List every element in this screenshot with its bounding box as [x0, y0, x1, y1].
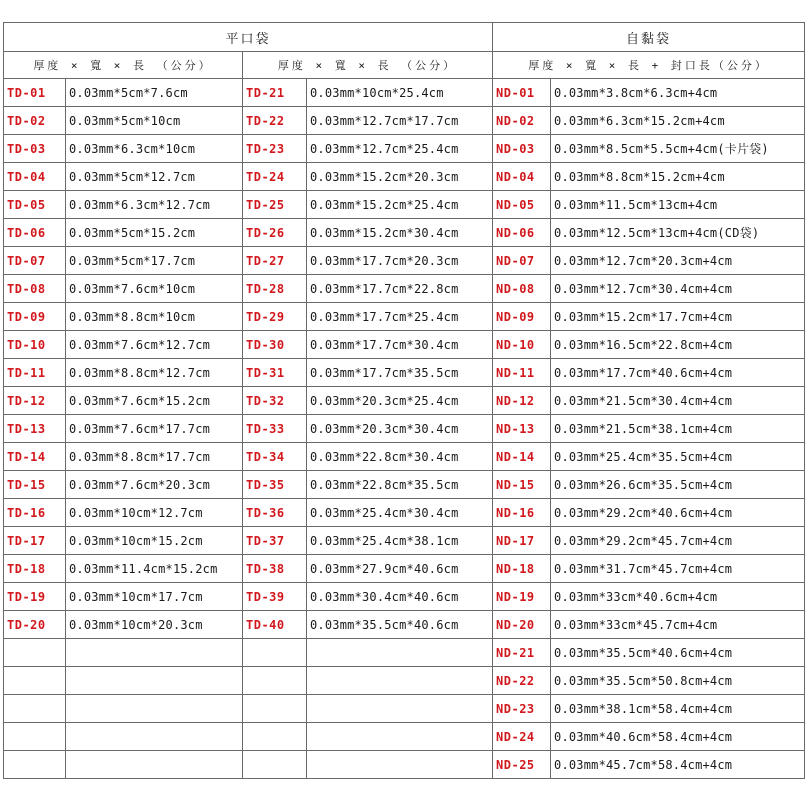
- flat-right-code-cell: TD-37: [243, 527, 307, 555]
- flat-left-spec-cell: 0.03mm*10cm*12.7cm: [66, 499, 243, 527]
- table-row: [4, 303, 805, 331]
- flat-left-spec-cell: 0.03mm*7.6cm*15.2cm: [66, 387, 243, 415]
- table-row: [4, 723, 805, 751]
- flat-left-code-cell: TD-20: [4, 611, 66, 639]
- zip-code-cell: ND-22: [493, 667, 551, 695]
- zip-spec-cell: 0.03mm*11.5cm*13cm+4cm: [551, 191, 805, 219]
- flat-right-spec-cell: 0.03mm*35.5cm*40.6cm: [307, 611, 493, 639]
- flat-left-spec-cell: 0.03mm*5cm*15.2cm: [66, 219, 243, 247]
- flat-left-code-cell: TD-13: [4, 415, 66, 443]
- flat-left-empty-spec-cell: [66, 695, 243, 723]
- table-row: [4, 555, 805, 583]
- flat-right-spec-cell: 0.03mm*25.4cm*30.4cm: [307, 499, 493, 527]
- flat-right-code-cell: TD-24: [243, 163, 307, 191]
- flat-left-code-cell: TD-06: [4, 219, 66, 247]
- flat-right-code-cell: TD-26: [243, 219, 307, 247]
- zip-spec-cell: 0.03mm*16.5cm*22.8cm+4cm: [551, 331, 805, 359]
- flat-right-spec-cell: 0.03mm*12.7cm*25.4cm: [307, 135, 493, 163]
- section-title-row: [4, 23, 805, 52]
- flat-left-spec-cell: 0.03mm*11.4cm*15.2cm: [66, 555, 243, 583]
- flat-bag-title: 平口袋: [4, 23, 493, 52]
- flat-left-empty-code-cell: [4, 723, 66, 751]
- flat-right-spec-cell: 0.03mm*12.7cm*17.7cm: [307, 107, 493, 135]
- table-row: [4, 79, 805, 107]
- flat-right-spec-cell: 0.03mm*15.2cm*20.3cm: [307, 163, 493, 191]
- flat-left-empty-code-cell: [4, 639, 66, 667]
- flat-left-code-cell: TD-05: [4, 191, 66, 219]
- flat-right-spec-cell: 0.03mm*17.7cm*25.4cm: [307, 303, 493, 331]
- flat-left-spec-cell: 0.03mm*8.8cm*17.7cm: [66, 443, 243, 471]
- flat-left-code-cell: TD-12: [4, 387, 66, 415]
- flat-right-code-cell: TD-35: [243, 471, 307, 499]
- zip-code-cell: ND-20: [493, 611, 551, 639]
- flat-right-empty-spec-cell: [307, 723, 493, 751]
- zip-spec-cell: 0.03mm*21.5cm*38.1cm+4cm: [551, 415, 805, 443]
- zip-spec-cell: 0.03mm*29.2cm*45.7cm+4cm: [551, 527, 805, 555]
- zip-code-cell: ND-12: [493, 387, 551, 415]
- flat-left-spec-cell: 0.03mm*10cm*20.3cm: [66, 611, 243, 639]
- flat-right-code-cell: TD-39: [243, 583, 307, 611]
- zip-code-cell: ND-06: [493, 219, 551, 247]
- flat-right-code-cell: TD-32: [243, 387, 307, 415]
- flat-right-spec-cell: 0.03mm*22.8cm*35.5cm: [307, 471, 493, 499]
- flat-left-spec-cell: 0.03mm*5cm*7.6cm: [66, 79, 243, 107]
- flat-left-empty-spec-cell: [66, 667, 243, 695]
- flat-right-code-cell: TD-29: [243, 303, 307, 331]
- table-row: [4, 583, 805, 611]
- flat-right-spec-cell: 0.03mm*22.8cm*30.4cm: [307, 443, 493, 471]
- table-row: [4, 695, 805, 723]
- flat-left-column-header: 厚度 × 寬 × 長 （公分）: [4, 52, 243, 79]
- table-row: [4, 611, 805, 639]
- flat-left-spec-cell: 0.03mm*5cm*17.7cm: [66, 247, 243, 275]
- zip-code-cell: ND-25: [493, 751, 551, 779]
- flat-right-code-cell: TD-34: [243, 443, 307, 471]
- zip-code-cell: ND-03: [493, 135, 551, 163]
- flat-left-code-cell: TD-01: [4, 79, 66, 107]
- zip-spec-cell: 0.03mm*17.7cm*40.6cm+4cm: [551, 359, 805, 387]
- table-row: [4, 499, 805, 527]
- zip-code-cell: ND-19: [493, 583, 551, 611]
- flat-left-spec-cell: 0.03mm*8.8cm*12.7cm: [66, 359, 243, 387]
- table-body: [4, 23, 805, 779]
- zip-spec-cell: 0.03mm*26.6cm*35.5cm+4cm: [551, 471, 805, 499]
- zip-code-cell: ND-05: [493, 191, 551, 219]
- zip-spec-cell: 0.03mm*12.7cm*20.3cm+4cm: [551, 247, 805, 275]
- flat-right-empty-code-cell: [243, 723, 307, 751]
- flat-left-empty-spec-cell: [66, 751, 243, 779]
- flat-right-spec-cell: 0.03mm*17.7cm*30.4cm: [307, 331, 493, 359]
- zip-code-cell: ND-07: [493, 247, 551, 275]
- flat-left-spec-cell: 0.03mm*6.3cm*12.7cm: [66, 191, 243, 219]
- zip-code-cell: ND-09: [493, 303, 551, 331]
- flat-left-spec-cell: 0.03mm*7.6cm*12.7cm: [66, 331, 243, 359]
- flat-right-spec-cell: 0.03mm*17.7cm*22.8cm: [307, 275, 493, 303]
- flat-right-column-header: 厚度 × 寬 × 長 （公分）: [243, 52, 493, 79]
- flat-right-spec-cell: 0.03mm*20.3cm*25.4cm: [307, 387, 493, 415]
- table-row: [4, 471, 805, 499]
- flat-right-code-cell: TD-25: [243, 191, 307, 219]
- flat-left-code-cell: TD-03: [4, 135, 66, 163]
- flat-left-code-cell: TD-14: [4, 443, 66, 471]
- flat-right-spec-cell: 0.03mm*17.7cm*20.3cm: [307, 247, 493, 275]
- flat-left-empty-code-cell: [4, 695, 66, 723]
- zip-spec-cell: 0.03mm*31.7cm*45.7cm+4cm: [551, 555, 805, 583]
- zip-spec-cell: 0.03mm*8.5cm*5.5cm+4cm(卡片袋): [551, 135, 805, 163]
- table-row: [4, 639, 805, 667]
- table-row: [4, 135, 805, 163]
- zip-code-cell: ND-18: [493, 555, 551, 583]
- flat-right-code-cell: TD-21: [243, 79, 307, 107]
- zip-code-cell: ND-08: [493, 275, 551, 303]
- zip-code-cell: ND-13: [493, 415, 551, 443]
- flat-right-code-cell: TD-30: [243, 331, 307, 359]
- flat-left-code-cell: TD-15: [4, 471, 66, 499]
- zip-spec-cell: 0.03mm*33cm*40.6cm+4cm: [551, 583, 805, 611]
- flat-left-code-cell: TD-19: [4, 583, 66, 611]
- flat-left-spec-cell: 0.03mm*10cm*17.7cm: [66, 583, 243, 611]
- zip-spec-cell: 0.03mm*40.6cm*58.4cm+4cm: [551, 723, 805, 751]
- flat-right-code-cell: TD-36: [243, 499, 307, 527]
- flat-right-spec-cell: 0.03mm*15.2cm*25.4cm: [307, 191, 493, 219]
- zip-code-cell: ND-01: [493, 79, 551, 107]
- flat-left-spec-cell: 0.03mm*6.3cm*10cm: [66, 135, 243, 163]
- flat-left-code-cell: TD-04: [4, 163, 66, 191]
- flat-right-empty-code-cell: [243, 667, 307, 695]
- table-row: [4, 667, 805, 695]
- flat-left-empty-spec-cell: [66, 639, 243, 667]
- flat-right-spec-cell: 0.03mm*25.4cm*38.1cm: [307, 527, 493, 555]
- flat-right-code-cell: TD-23: [243, 135, 307, 163]
- flat-left-spec-cell: 0.03mm*7.6cm*10cm: [66, 275, 243, 303]
- flat-left-empty-code-cell: [4, 751, 66, 779]
- flat-right-code-cell: TD-33: [243, 415, 307, 443]
- flat-left-spec-cell: 0.03mm*5cm*12.7cm: [66, 163, 243, 191]
- zip-code-cell: ND-14: [493, 443, 551, 471]
- table-row: [4, 191, 805, 219]
- zip-code-cell: ND-04: [493, 163, 551, 191]
- zip-spec-cell: 0.03mm*25.4cm*35.5cm+4cm: [551, 443, 805, 471]
- table-row: [4, 163, 805, 191]
- zip-code-cell: ND-24: [493, 723, 551, 751]
- flat-right-code-cell: TD-28: [243, 275, 307, 303]
- flat-right-spec-cell: 0.03mm*30.4cm*40.6cm: [307, 583, 493, 611]
- flat-right-code-cell: TD-38: [243, 555, 307, 583]
- zip-spec-cell: 0.03mm*45.7cm*58.4cm+4cm: [551, 751, 805, 779]
- zip-spec-cell: 0.03mm*21.5cm*30.4cm+4cm: [551, 387, 805, 415]
- flat-left-empty-spec-cell: [66, 723, 243, 751]
- zip-spec-cell: 0.03mm*12.5cm*13cm+4cm(CD袋): [551, 219, 805, 247]
- table-row: [4, 219, 805, 247]
- zip-spec-cell: 0.03mm*35.5cm*40.6cm+4cm: [551, 639, 805, 667]
- zip-bag-title: 自黏袋: [493, 23, 805, 52]
- flat-right-spec-cell: 0.03mm*20.3cm*30.4cm: [307, 415, 493, 443]
- flat-left-code-cell: TD-16: [4, 499, 66, 527]
- table-row: [4, 527, 805, 555]
- zip-code-cell: ND-11: [493, 359, 551, 387]
- flat-left-spec-cell: 0.03mm*10cm*15.2cm: [66, 527, 243, 555]
- zip-code-cell: ND-17: [493, 527, 551, 555]
- flat-right-empty-code-cell: [243, 751, 307, 779]
- table-row: [4, 247, 805, 275]
- flat-left-empty-code-cell: [4, 667, 66, 695]
- zip-code-cell: ND-15: [493, 471, 551, 499]
- flat-left-code-cell: TD-11: [4, 359, 66, 387]
- flat-right-spec-cell: 0.03mm*27.9cm*40.6cm: [307, 555, 493, 583]
- flat-left-code-cell: TD-10: [4, 331, 66, 359]
- zip-code-cell: ND-21: [493, 639, 551, 667]
- zip-spec-cell: 0.03mm*38.1cm*58.4cm+4cm: [551, 695, 805, 723]
- table-row: [4, 443, 805, 471]
- zip-code-cell: ND-23: [493, 695, 551, 723]
- table-row: [4, 751, 805, 779]
- zip-spec-cell: 0.03mm*29.2cm*40.6cm+4cm: [551, 499, 805, 527]
- flat-right-empty-spec-cell: [307, 751, 493, 779]
- flat-left-spec-cell: 0.03mm*7.6cm*20.3cm: [66, 471, 243, 499]
- flat-right-empty-spec-cell: [307, 695, 493, 723]
- zip-code-cell: ND-02: [493, 107, 551, 135]
- flat-right-code-cell: TD-27: [243, 247, 307, 275]
- flat-right-spec-cell: 0.03mm*17.7cm*35.5cm: [307, 359, 493, 387]
- flat-right-code-cell: TD-22: [243, 107, 307, 135]
- zip-spec-cell: 0.03mm*3.8cm*6.3cm+4cm: [551, 79, 805, 107]
- flat-right-code-cell: TD-40: [243, 611, 307, 639]
- flat-left-code-cell: TD-09: [4, 303, 66, 331]
- flat-left-code-cell: TD-02: [4, 107, 66, 135]
- flat-left-code-cell: TD-08: [4, 275, 66, 303]
- table-row: [4, 387, 805, 415]
- flat-right-spec-cell: 0.03mm*10cm*25.4cm: [307, 79, 493, 107]
- table-row: [4, 359, 805, 387]
- flat-right-empty-code-cell: [243, 695, 307, 723]
- zip-spec-cell: 0.03mm*8.8cm*15.2cm+4cm: [551, 163, 805, 191]
- flat-left-code-cell: TD-07: [4, 247, 66, 275]
- table-row: [4, 331, 805, 359]
- flat-left-spec-cell: 0.03mm*7.6cm*17.7cm: [66, 415, 243, 443]
- flat-left-spec-cell: 0.03mm*5cm*10cm: [66, 107, 243, 135]
- flat-right-empty-spec-cell: [307, 639, 493, 667]
- column-header-row: [4, 52, 805, 79]
- bag-size-table: [3, 22, 805, 779]
- flat-left-code-cell: TD-17: [4, 527, 66, 555]
- zip-spec-cell: 0.03mm*15.2cm*17.7cm+4cm: [551, 303, 805, 331]
- flat-right-empty-spec-cell: [307, 667, 493, 695]
- flat-right-code-cell: TD-31: [243, 359, 307, 387]
- zip-spec-cell: 0.03mm*35.5cm*50.8cm+4cm: [551, 667, 805, 695]
- table-row: [4, 107, 805, 135]
- table-row: [4, 275, 805, 303]
- zip-spec-cell: 0.03mm*12.7cm*30.4cm+4cm: [551, 275, 805, 303]
- zip-spec-cell: 0.03mm*6.3cm*15.2cm+4cm: [551, 107, 805, 135]
- zip-column-header: 厚度 × 寬 × 長 + 封口長（公分）: [493, 52, 805, 79]
- zip-spec-cell: 0.03mm*33cm*45.7cm+4cm: [551, 611, 805, 639]
- zip-code-cell: ND-16: [493, 499, 551, 527]
- flat-left-code-cell: TD-18: [4, 555, 66, 583]
- table-row: [4, 415, 805, 443]
- zip-code-cell: ND-10: [493, 331, 551, 359]
- flat-right-empty-code-cell: [243, 639, 307, 667]
- flat-right-spec-cell: 0.03mm*15.2cm*30.4cm: [307, 219, 493, 247]
- flat-left-spec-cell: 0.03mm*8.8cm*10cm: [66, 303, 243, 331]
